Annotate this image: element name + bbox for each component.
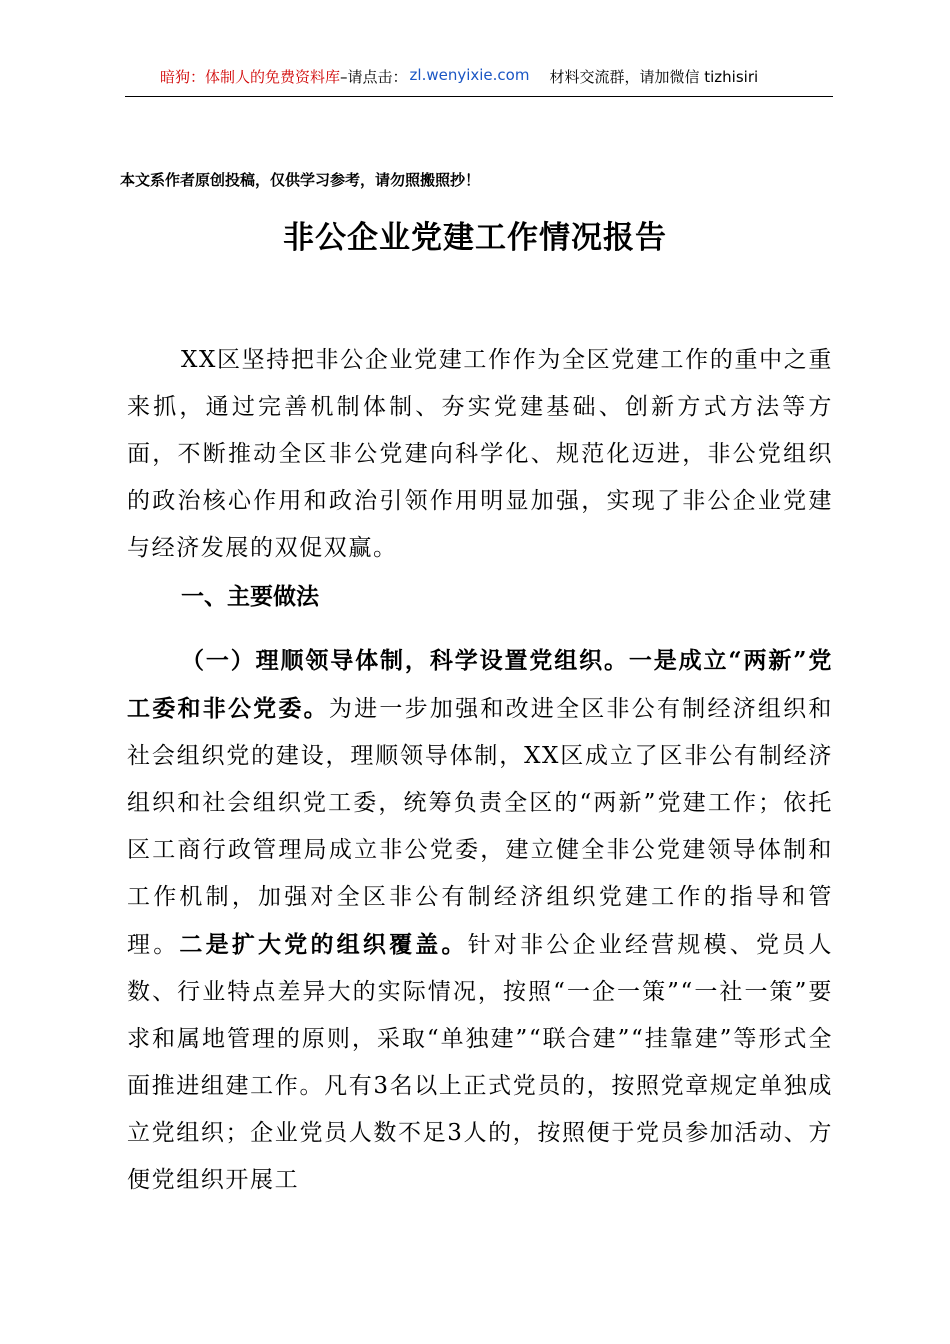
point-text: 为进一步加强和改进全区非公有制经济组织和社会组织党的建设，理顺领导体制，XX区成立了区非公有制经济组织和社会组织党工委，统筹负责全区的“两新”党建工作；依托区工商行政管理局成立非公党委，建立健全非公党建领导体制和工作机制，加强对全区非公有制经济组织党建工作的指导和管理。 xyxy=(127,696,834,958)
page-header xyxy=(125,66,833,97)
point-heading: 一是成立“两新”党工委和非公党委。 xyxy=(127,647,833,722)
document-title: 非公企业党建工作情况报告 xyxy=(283,220,667,256)
subsection-heading: （一）理顺领导体制，科学设置党组织。 xyxy=(181,647,629,674)
disclaimer: 本文系作者原创投稿，仅供学习参考，请勿照搬照抄！ xyxy=(120,171,481,189)
header-url-link[interactable]: zl.wenyixie.com xyxy=(409,66,530,84)
header-click-text: –请点击： xyxy=(340,68,408,86)
point-heading: 二是扩大党的组织覆盖。 xyxy=(179,931,468,958)
body-paragraph xyxy=(127,637,833,1204)
point-text: 针对非公企业经营规模、党员人数、行业特点差异大的实际情况，按照“一企一策”“一社一策”要求和属地管理的原则，采取“单独建”“联合建”“挂靠建”等形式全面推进组建工作。凡有3名以上正式党员的，按照党章规定单独成立党组织；企业党员人数不足3人的，按照便于党员参加活动、方便党组织开展工 xyxy=(127,932,833,1193)
header-group-text: 材料交流群，请加微信 tizhisiri xyxy=(549,68,759,86)
intro-paragraph: XX区坚持把非公企业党建工作作为全区党建工作的重中之重来抓，通过完善机制体制、夯实党建基础、创新方式方法等方面，不断推动全区非公党建向科学化、规范化迈进，非公党组织的政治核心作用和政治引领作用明显加强，实现了非公企业党建与经济发展的双促双赢。 xyxy=(127,347,833,561)
section-heading: 一、主要做法 xyxy=(181,584,319,610)
header-brand: 暗狗：体制人的免费资料库 xyxy=(160,68,341,86)
